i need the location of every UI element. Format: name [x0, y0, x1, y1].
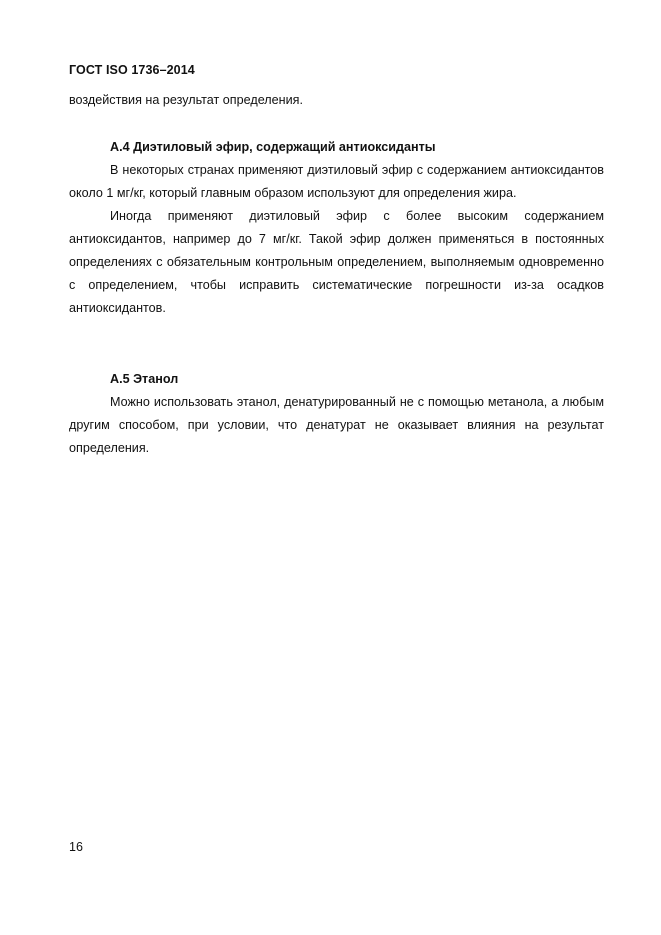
page-number: 16: [69, 840, 83, 854]
section-a4-paragraph-2: Иногда применяют диэтиловый эфир с более высоким содержанием антиоксидантов, например до 7 мг/кг. Такой эфир должен применяться в постоянных определениях с обязательным контрольным определением, выполняемым одновременно с определением, чтобы исправить систематические погрешности из-за осадков антиоксидантов.: [69, 209, 604, 315]
document-header: ГОСТ ISO 1736–2014: [69, 63, 195, 77]
section-a5: [69, 368, 604, 460]
continuation-text-block: [69, 89, 604, 112]
section-a4-paragraph-1: В некоторых странах применяют диэтиловый эфир с содержанием антиоксидантов около 1 мг/кг, который главным образом используют для определения жира.: [69, 163, 604, 200]
section-a4: [69, 136, 604, 320]
continuation-paragraph: воздействия на результат определения.: [69, 93, 303, 107]
section-a5-paragraph-1: Можно использовать этанол, денатурированный не с помощью метанола, а любым другим способом, при условии, что денатурат не оказывает влияния на результат определения.: [69, 395, 604, 455]
section-a4-heading: А.4 Диэтиловый эфир, содержащий антиоксиданты: [110, 140, 436, 154]
section-a5-heading: А.5 Этанол: [110, 372, 179, 386]
